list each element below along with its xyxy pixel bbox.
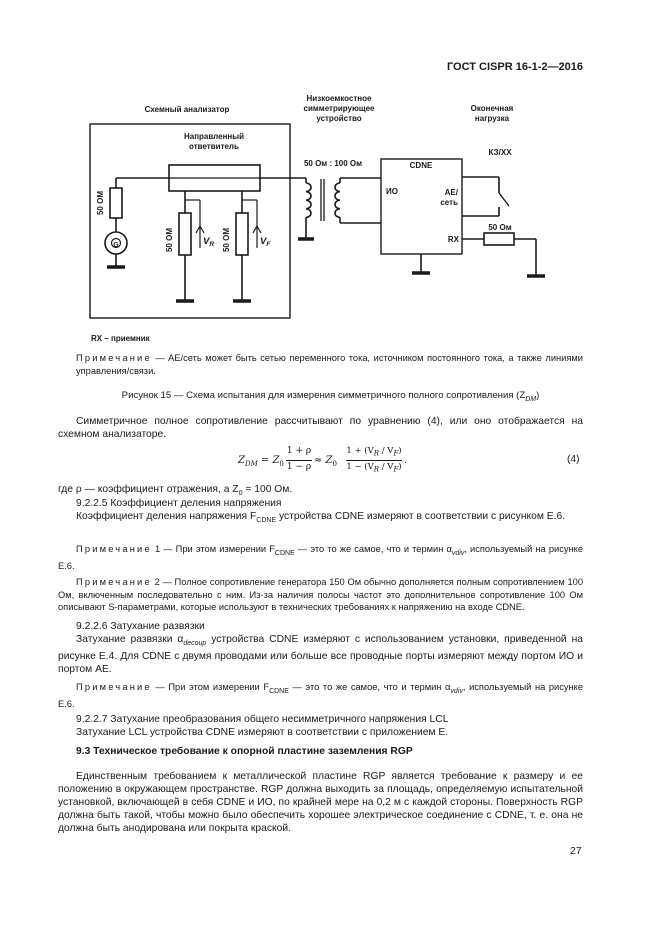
section-9-2-2-5-heading: 9.2.2.5 Коэффициент деления напряжения <box>76 498 282 509</box>
equation-number: (4) <box>567 454 580 465</box>
analyzer-box <box>90 124 290 318</box>
note-1: Примечание 1 — При этом измерении $F_{CDNE}$ — это то же самое, что и термин $\alpha_{vdiv}$, используемый на рисунке Е.6. <box>58 544 583 572</box>
vf-label: $V_F$ <box>260 236 271 248</box>
note-3: Примечание — При этом измерении $F_{CDNE}$ — это то же самое, что и термин $\alpha_{vdiv}$, используемый на рисунке Е.6. <box>58 682 583 710</box>
coupler-label-2: ответвитель <box>189 142 239 151</box>
rx-port-label: RX <box>447 235 459 244</box>
termination-label-1: Оконечная <box>470 104 514 113</box>
r50-vf-label: 50 ОМ <box>222 227 231 253</box>
analyzer-label: Схемный анализатор <box>144 105 230 114</box>
balun-label-2: симметрирующее <box>303 104 375 113</box>
io-port-label: ИО <box>386 187 398 196</box>
balun-secondary-coil <box>335 183 340 217</box>
load-resistor-vf <box>236 213 248 255</box>
generator-resistor <box>110 188 122 218</box>
ae-port-label-2: сеть <box>440 198 458 207</box>
section-9-2-2-7-text: Затухание LCL устройства CDNE измеряют в соответствии с приложением Е. <box>76 727 449 738</box>
load-resistor-vr <box>179 213 191 255</box>
figure-note: Примечание — AE/сеть может быть сетью переменного тока, источником постоянного тока, а также линиями управления/связи. <box>76 353 583 376</box>
ae-port-label-1: AE/ <box>444 188 458 197</box>
section-9-2-2-6-text: Затухание развязки $\alpha_{decoup}$ устройства CDNE измеряют с использованием установки, приведенной на рисунке Е.4. Для CDNE с двумя проводами или больше все проводные порты измеряют между портом ИО и портом AE. <box>58 634 583 676</box>
balun-primary-coil <box>306 183 311 217</box>
short-open-switch <box>499 193 509 206</box>
section-9-2-2-6-heading: 9.2.2.6 Затухание развязки <box>76 621 205 632</box>
page-number: 27 <box>570 845 582 857</box>
section-9-2-2-5-text: Коэффициент деления напряжения $F_{CDNE}$ устройства CDNE измеряют в соответствии с рисунком Е.6. <box>76 511 566 525</box>
generator-symbol: G <box>113 242 119 249</box>
termination-label-2: нагрузка <box>474 114 510 123</box>
r50-vr-label: 50 ОМ <box>165 227 174 253</box>
document-code: ГОСТ CISPR 16-1-2—2016 <box>446 61 583 73</box>
test-setup-diagram <box>0 0 661 360</box>
r50-generator-label: 50 ОМ <box>96 190 105 216</box>
figure-caption: Рисунок 15 — Схема испытания для измерения симметричного полного сопротивления $(Z_{DM})$ <box>121 390 540 403</box>
equation-4: $Z_{DM} = Z_0$ 1 + ρ 1 − ρ ≈ $Z_0$ $1 + (V_R / V_F)$ $1 - (V_R / V_F)$ . <box>238 446 408 474</box>
paragraph-equation-intro: Симметричное полное сопротивление рассчитывают по уравнению (4), или оно отображается на схемном анализаторе. <box>58 416 583 440</box>
section-9-2-2-7-heading: 9.2.2.7 Затухание преобразования общего несимметричного напряжения LCL <box>76 714 449 725</box>
balun-label-3: устройство <box>316 114 362 123</box>
short-open-label: КЗ/ХХ <box>488 148 512 157</box>
note-2: Примечание 2 — Полное сопротивление генератора 150 Ом обычно дополняется полным сопротивлением 100 Ом, включенным последовательно с ним. Из-за наличия полосы частот это дополнительное сопротивление 100 Ом описывают S-параметрами, которые используют в технических требованиях к напряжению на входе CDNE. <box>58 577 583 612</box>
cdne-label: CDNE <box>409 161 433 170</box>
coupler-label-1: Направленный <box>183 132 245 141</box>
legend-text: RX – приемник <box>91 334 150 343</box>
r50-termination-label: 50 Ом <box>488 223 512 232</box>
equation-where: где ρ — коэффициент отражения, а $Z_0 = 100$ Ом. <box>58 484 293 498</box>
vr-label: $V_R$ <box>203 236 215 248</box>
termination-resistor <box>484 233 514 245</box>
section-9-3-text: Единственным требованием к металлической пластине RGP является требование к размеру и ее положению в окружающем пространстве. RGP должна выходить за площадь, определяемую испытательной установкой, включающей в себя CDNE и ИО, по крайней мере на 0,2 м с каждой стороны. Поверхность RGP должна быть такой, чтобы можно было обеспечить хорошее электрическое соединение с CDNE, т. е. она не должна быть анодирована или покрыта краской. <box>58 771 583 834</box>
ratio-label: 50 Ом : 100 Ом <box>303 159 363 168</box>
section-9-3-heading: 9.3 Техническое требование к опорной пластине заземления RGP <box>76 746 413 757</box>
balun-label-1: Низкоемкостное <box>306 94 372 103</box>
